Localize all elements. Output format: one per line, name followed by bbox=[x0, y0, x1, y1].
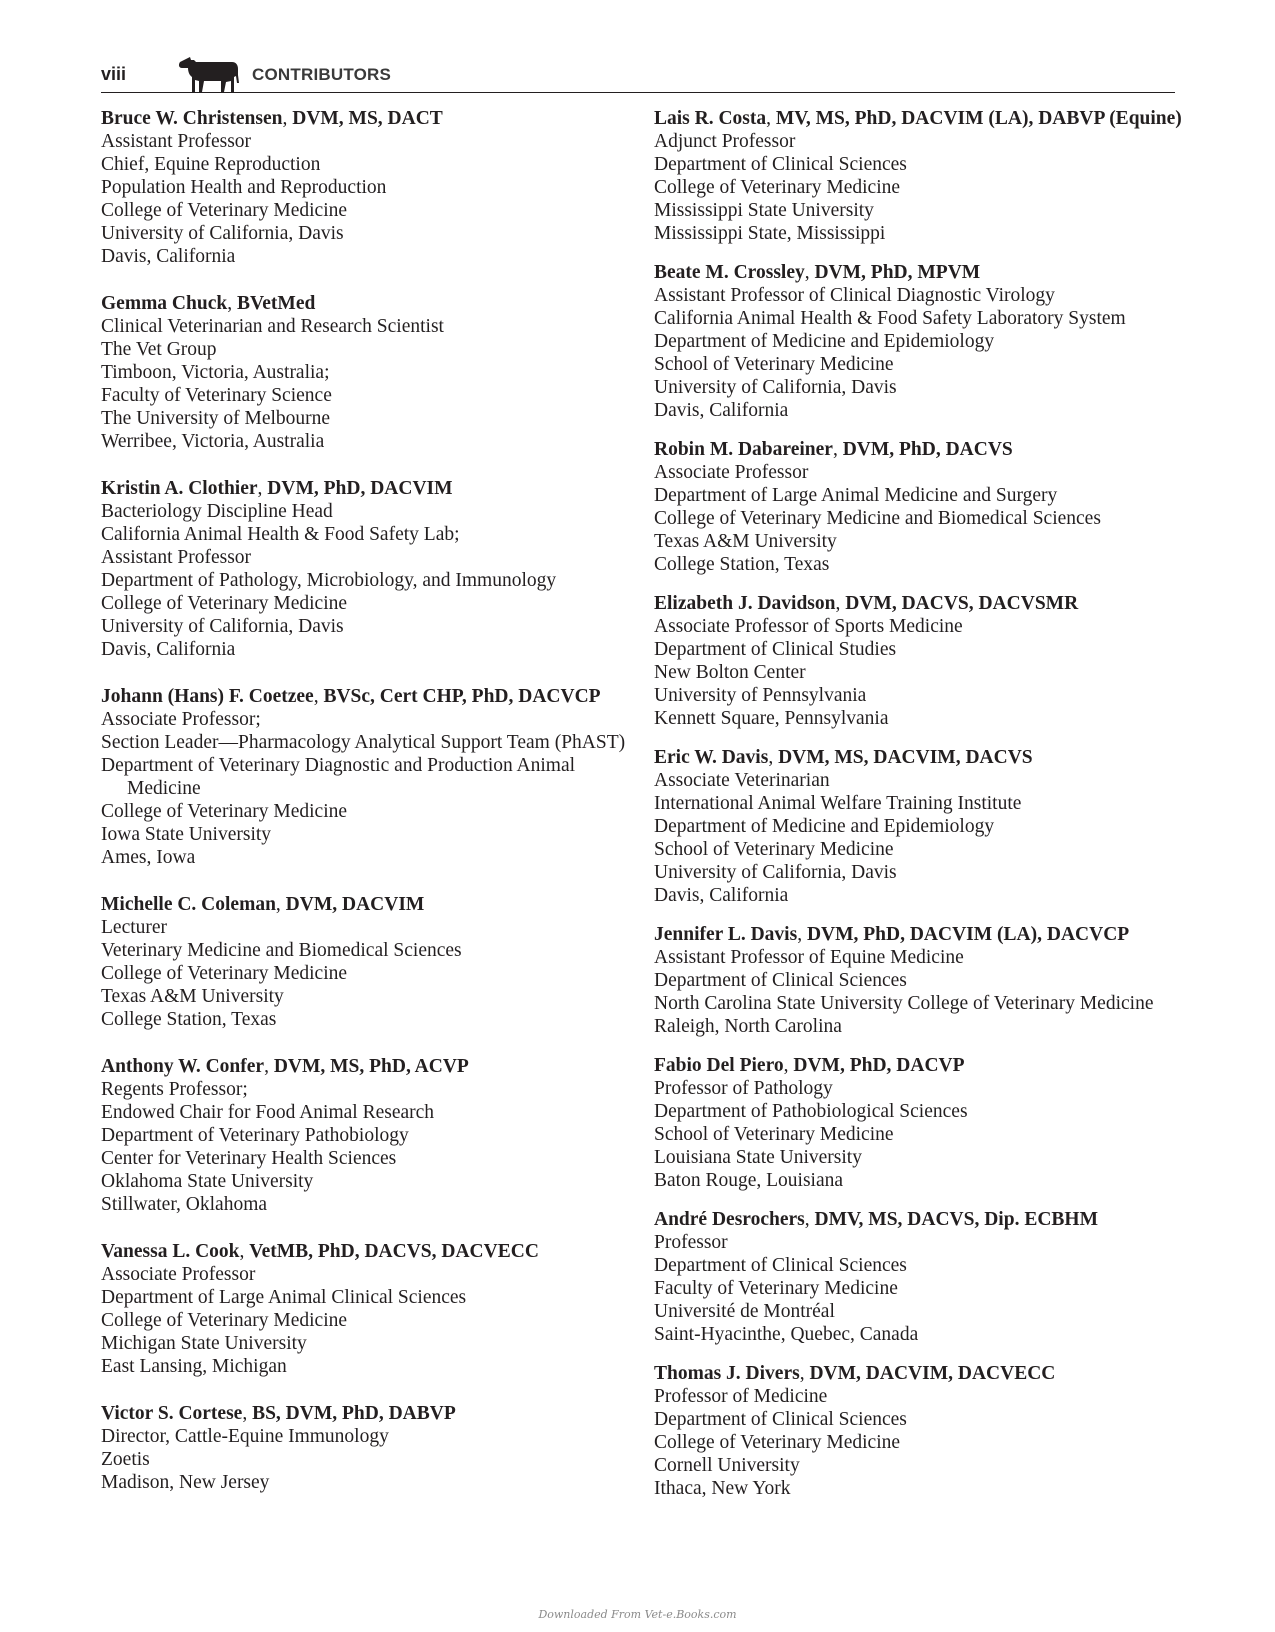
name-separator: , bbox=[239, 1241, 250, 1262]
contributor-credentials: DVM, DACVIM, DACVECC bbox=[809, 1363, 1056, 1384]
running-header bbox=[101, 58, 1175, 93]
affiliation-line: Davis, California bbox=[101, 246, 236, 267]
contributor-name-line bbox=[654, 746, 1184, 769]
contributor-name: Anthony W. Confer bbox=[101, 1056, 265, 1077]
footer-watermark: Downloaded From Vet-e.Books.com bbox=[538, 1608, 737, 1621]
affiliation-line: Department of Large Animal Medicine and Surgery bbox=[654, 485, 1058, 506]
affiliation-line: College of Veterinary Medicine bbox=[101, 801, 348, 822]
contributor-credentials: DVM, MS, DACT bbox=[292, 108, 443, 129]
affiliation-line: Clinical Veterinarian and Research Scientist bbox=[101, 316, 444, 337]
affiliation-line: Davis, California bbox=[654, 400, 789, 421]
contributor-name: Elizabeth J. Davidson bbox=[654, 593, 836, 614]
name-separator: , bbox=[242, 1403, 253, 1424]
contributor-name-line bbox=[654, 438, 1184, 461]
affiliation-line: College Station, Texas bbox=[654, 554, 830, 575]
affiliation-line: School of Veterinary Medicine bbox=[654, 1124, 894, 1145]
affiliation-line: Director, Cattle-Equine Immunology bbox=[101, 1426, 389, 1447]
affiliation-line: Timboon, Victoria, Australia; bbox=[101, 362, 330, 383]
affiliation-line: Bacteriology Discipline Head bbox=[101, 501, 333, 522]
affiliation-line: Department of Clinical Sciences bbox=[654, 970, 907, 991]
affiliation-line: Stillwater, Oklahoma bbox=[101, 1194, 268, 1215]
affiliation-line: University of California, Davis bbox=[101, 616, 344, 637]
affiliation-line: College of Veterinary Medicine bbox=[654, 1432, 901, 1453]
affiliation-line: Professor bbox=[654, 1232, 728, 1253]
affiliation-line: Department of Clinical Sciences bbox=[654, 1409, 907, 1430]
affiliation-line: College Station, Texas bbox=[101, 1009, 277, 1030]
affiliation-line: Michigan State University bbox=[101, 1333, 307, 1354]
section-title: CONTRIBUTORS bbox=[252, 65, 392, 84]
contributor-entry bbox=[101, 477, 641, 661]
affiliation-line: Baton Rouge, Louisiana bbox=[654, 1170, 844, 1191]
affiliation-line: Chief, Equine Reproduction bbox=[101, 154, 321, 175]
contributor-credentials: MV, MS, PhD, DACVIM (LA), DABVP (Equine) bbox=[775, 108, 1182, 129]
affiliation-line: School of Veterinary Medicine bbox=[654, 354, 894, 375]
affiliation-line: Iowa State University bbox=[101, 824, 272, 845]
affiliation-line: Department of Clinical Sciences bbox=[654, 154, 907, 175]
contributor-name-line bbox=[101, 1240, 641, 1263]
contributor-name: Bruce W. Christensen bbox=[101, 108, 283, 129]
affiliation-line: College of Veterinary Medicine bbox=[654, 177, 901, 198]
contributor-entry bbox=[101, 685, 641, 869]
cow-icon bbox=[176, 53, 241, 95]
name-separator: , bbox=[227, 293, 237, 314]
affiliation-line: East Lansing, Michigan bbox=[101, 1356, 287, 1377]
affiliation-line: New Bolton Center bbox=[654, 662, 806, 683]
contributor-entry bbox=[654, 592, 1184, 730]
contributor-name-line bbox=[654, 261, 1184, 284]
contributor-name-line bbox=[654, 592, 1184, 615]
contributor-credentials: DVM, DACVS, DACVSMR bbox=[845, 593, 1079, 614]
left-column bbox=[101, 107, 641, 1494]
contributor-entry bbox=[654, 1054, 1184, 1192]
affiliation-line: California Animal Health & Food Safety Lab; bbox=[101, 524, 460, 545]
contributor-name: Johann (Hans) F. Coetzee bbox=[101, 686, 314, 707]
affiliation-line: Oklahoma State University bbox=[101, 1171, 314, 1192]
affiliation-line: Department of Pathology, Microbiology, and Immunology bbox=[101, 570, 557, 591]
contributor-name: Beate M. Crossley bbox=[654, 262, 805, 283]
name-separator: , bbox=[797, 924, 807, 945]
name-separator: , bbox=[282, 108, 293, 129]
affiliation-line: Kennett Square, Pennsylvania bbox=[654, 708, 889, 729]
contributor-entry bbox=[101, 1055, 641, 1216]
contributor-name: Fabio Del Piero bbox=[654, 1055, 784, 1076]
contributor-name: Jennifer L. Davis bbox=[654, 924, 798, 945]
affiliation-line: International Animal Welfare Training Institute bbox=[654, 793, 1022, 814]
contributor-entry bbox=[654, 923, 1184, 1038]
contributor-entry bbox=[101, 893, 641, 1031]
contributor-name-line bbox=[101, 685, 641, 708]
affiliation-line: Section Leader—Pharmacology Analytical Support Team (PhAST) bbox=[101, 732, 626, 753]
contributor-credentials: DVM, PhD, MPVM bbox=[814, 262, 981, 283]
affiliation-line: Center for Veterinary Health Sciences bbox=[101, 1148, 397, 1169]
name-separator: , bbox=[804, 1209, 815, 1230]
affiliation-line: Department of Medicine and Epidemiology bbox=[654, 816, 995, 837]
affiliation-line: North Carolina State University College of Veterinary Medicine bbox=[654, 993, 1154, 1014]
name-separator: , bbox=[832, 439, 843, 460]
contributor-name: Eric W. Davis bbox=[654, 747, 769, 768]
contributor-entry bbox=[101, 1402, 641, 1494]
affiliation-line: Regents Professor; bbox=[101, 1079, 248, 1100]
name-separator: , bbox=[799, 1363, 810, 1384]
affiliation-line: University of Pennsylvania bbox=[654, 685, 867, 706]
contributor-name: Vanessa L. Cook bbox=[101, 1241, 240, 1262]
contributor-name-line bbox=[101, 292, 641, 315]
contributor-name-line bbox=[101, 477, 641, 500]
affiliation-line: University of California, Davis bbox=[654, 377, 897, 398]
affiliation-line: Werribee, Victoria, Australia bbox=[101, 431, 325, 452]
affiliation-line: Zoetis bbox=[101, 1449, 150, 1470]
affiliation-line: School of Veterinary Medicine bbox=[654, 839, 894, 860]
contributor-entry bbox=[654, 1362, 1184, 1500]
contributor-entry bbox=[654, 1208, 1184, 1346]
name-separator: , bbox=[264, 1056, 274, 1077]
affiliation-line: Department of Clinical Studies bbox=[654, 639, 897, 660]
contributor-credentials: DVM, PhD, DACVS bbox=[842, 439, 1013, 460]
affiliation-line: Assistant Professor bbox=[101, 547, 252, 568]
contributor-name-line bbox=[101, 893, 641, 916]
affiliation-line: University of California, Davis bbox=[654, 862, 897, 883]
affiliation-line: University of California, Davis bbox=[101, 223, 344, 244]
contributor-credentials: DVM, PhD, DACVP bbox=[793, 1055, 965, 1076]
contributor-entry bbox=[101, 292, 641, 453]
affiliation-line: California Animal Health & Food Safety Laboratory System bbox=[654, 308, 1126, 329]
affiliation-line: The Vet Group bbox=[101, 339, 217, 360]
contributor-name: Michelle C. Coleman bbox=[101, 894, 276, 915]
name-separator: , bbox=[835, 593, 846, 614]
right-column bbox=[654, 107, 1184, 1500]
affiliation-line: Ames, Iowa bbox=[101, 847, 196, 868]
contributor-name-line bbox=[654, 923, 1184, 946]
contributor-name-line bbox=[654, 1208, 1184, 1231]
contributor-name-line bbox=[654, 107, 1184, 130]
affiliation-line: Raleigh, North Carolina bbox=[654, 1016, 842, 1037]
affiliation-line: Adjunct Professor bbox=[654, 131, 796, 152]
affiliation-line: Davis, California bbox=[654, 885, 789, 906]
contributor-name: André Desrochers bbox=[654, 1209, 805, 1230]
contributor-credentials: VetMB, PhD, DACVS, DACVECC bbox=[249, 1241, 539, 1262]
contributor-name-line bbox=[101, 1055, 641, 1078]
affiliation-line: College of Veterinary Medicine and Biomedical Sciences bbox=[654, 508, 1101, 529]
contributor-entry bbox=[654, 107, 1184, 245]
affiliation-line: Endowed Chair for Food Animal Research bbox=[101, 1102, 435, 1123]
affiliation-line: Associate Professor; bbox=[101, 709, 261, 730]
contributor-entry bbox=[654, 438, 1184, 576]
contributor-entry bbox=[101, 1240, 641, 1378]
affiliation-line: College of Veterinary Medicine bbox=[101, 200, 348, 221]
affiliation-line: Associate Veterinarian bbox=[654, 770, 830, 791]
affiliation-line: Professor of Medicine bbox=[654, 1386, 828, 1407]
affiliation-line: Mississippi State University bbox=[654, 200, 874, 221]
affiliation-line: Texas A&M University bbox=[101, 986, 284, 1007]
affiliation-line: The University of Melbourne bbox=[101, 408, 331, 429]
contributor-name: Robin M. Dabareiner bbox=[654, 439, 833, 460]
contributor-credentials: DMV, MS, DACVS, Dip. ECBHM bbox=[814, 1209, 1098, 1230]
affiliation-line: Department of Large Animal Clinical Sciences bbox=[101, 1287, 467, 1308]
contributor-name-line bbox=[654, 1362, 1184, 1385]
contributor-credentials: DVM, MS, PhD, ACVP bbox=[273, 1056, 469, 1077]
affiliation-line: College of Veterinary Medicine bbox=[101, 1310, 348, 1331]
affiliation-line: Department of Pathobiological Sciences bbox=[654, 1101, 968, 1122]
name-separator: , bbox=[766, 108, 776, 129]
contributor-credentials: BVetMed bbox=[236, 293, 316, 314]
contributor-entry bbox=[654, 261, 1184, 422]
affiliation-line: Professor of Pathology bbox=[654, 1078, 833, 1099]
affiliation-line: Faculty of Veterinary Medicine bbox=[654, 1278, 898, 1299]
contributor-name: Gemma Chuck bbox=[101, 293, 228, 314]
affiliation-line: Department of Clinical Sciences bbox=[654, 1255, 907, 1276]
affiliation-line: Population Health and Reproduction bbox=[101, 177, 387, 198]
affiliation-line: Mississippi State, Mississippi bbox=[654, 223, 886, 244]
affiliation-line: Louisiana State University bbox=[654, 1147, 862, 1168]
contributor-entry bbox=[101, 107, 641, 268]
affiliation-line: Associate Professor of Sports Medicine bbox=[654, 616, 963, 637]
affiliation-line: College of Veterinary Medicine bbox=[101, 963, 348, 984]
affiliation-line: Associate Professor bbox=[654, 462, 809, 483]
contributor-name: Victor S. Cortese bbox=[101, 1403, 243, 1424]
name-separator: , bbox=[804, 262, 815, 283]
affiliation-line: Davis, California bbox=[101, 639, 236, 660]
name-separator: , bbox=[313, 686, 324, 707]
affiliation-line: Cornell University bbox=[654, 1455, 800, 1476]
affiliation-line: Université de Montréal bbox=[654, 1301, 835, 1322]
contributor-name-line bbox=[654, 1054, 1184, 1077]
page-number: viii bbox=[101, 64, 127, 84]
contributor-credentials: DVM, PhD, DACVIM bbox=[267, 478, 453, 499]
name-separator: , bbox=[768, 747, 779, 768]
name-separator: , bbox=[783, 1055, 794, 1076]
affiliation-line: Veterinary Medicine and Biomedical Sciences bbox=[101, 940, 462, 961]
contributor-name: Thomas J. Divers bbox=[654, 1363, 800, 1384]
contributor-name: Kristin A. Clothier bbox=[101, 478, 258, 499]
affiliation-line: Lecturer bbox=[101, 917, 168, 938]
affiliation-line: Department of Veterinary Diagnostic and Production Animal Medicine bbox=[101, 755, 576, 799]
affiliation-line: College of Veterinary Medicine bbox=[101, 593, 348, 614]
affiliation-line: Assistant Professor bbox=[101, 131, 252, 152]
name-separator: , bbox=[275, 894, 286, 915]
affiliation-line: Ithaca, New York bbox=[654, 1478, 791, 1499]
contributor-name-line bbox=[101, 107, 641, 130]
affiliation-line: Assistant Professor of Clinical Diagnostic Virology bbox=[654, 285, 1055, 306]
affiliation-line: Saint-Hyacinthe, Quebec, Canada bbox=[654, 1324, 919, 1345]
contributor-credentials: DVM, DACVIM bbox=[285, 894, 425, 915]
name-separator: , bbox=[257, 478, 268, 499]
contributor-name-line bbox=[101, 1402, 641, 1425]
affiliation-line: Department of Medicine and Epidemiology bbox=[654, 331, 995, 352]
affiliation-line: Faculty of Veterinary Science bbox=[101, 385, 332, 406]
affiliation-line: Texas A&M University bbox=[654, 531, 837, 552]
contributor-credentials: BS, DVM, PhD, DABVP bbox=[252, 1403, 456, 1424]
affiliation-line: Associate Professor bbox=[101, 1264, 256, 1285]
affiliation-line: Department of Veterinary Pathobiology bbox=[101, 1125, 409, 1146]
affiliation-line: Assistant Professor of Equine Medicine bbox=[654, 947, 964, 968]
affiliation-line: Madison, New Jersey bbox=[101, 1472, 270, 1493]
contributor-credentials: DVM, MS, DACVIM, DACVS bbox=[778, 747, 1033, 768]
contributor-credentials: BVSc, Cert CHP, PhD, DACVCP bbox=[323, 686, 601, 707]
contributor-name: Lais R. Costa bbox=[654, 108, 767, 129]
contributor-credentials: DVM, PhD, DACVIM (LA), DACVCP bbox=[806, 924, 1130, 945]
contributor-entry bbox=[654, 746, 1184, 907]
